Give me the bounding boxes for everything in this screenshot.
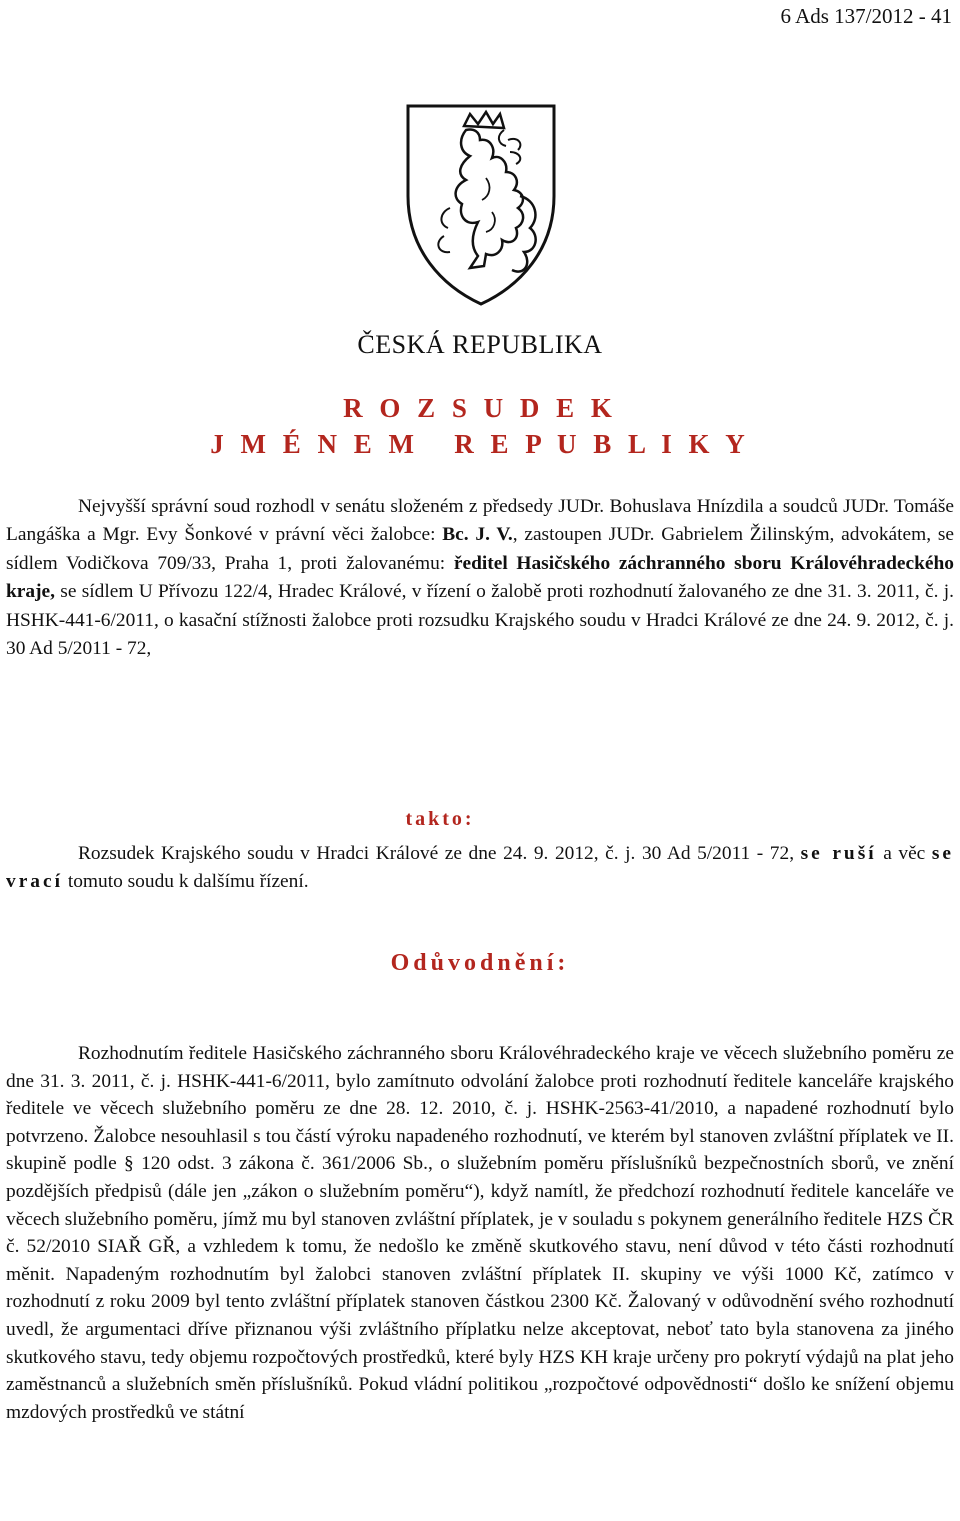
verdict-paragraph <box>6 840 954 897</box>
coat-of-arms-emblem <box>400 100 562 308</box>
intro-paragraph <box>6 493 954 663</box>
verdict-annulled: se ruší <box>800 843 877 864</box>
intro-text-1: Nejvyšší správní soud rozhodl v senátu složeném z předsedy JUDr. Bohuslava Hnízdila a soudců JUDr. Tomáše Langáška a Mgr. Evy Šonkové v právní věci žalobce: <box>6 496 954 546</box>
reasoning-paragraph: Rozhodnutím ředitele Hasičského záchranného sboru Královéhradeckého kraje ve věcech služebního poměru ze dne 31. 3. 2011, č. j. HSHK-441-6/2011, bylo zamítnuto odvolání žalobce proti rozhodnutí ředitele kanceláře krajského ředitele ve věcech služebního poměru ze dne 28. 12. 2010, č. j. HSHK-2563-41/2010, a napadené rozhodnutí bylo potvrzeno. Žalobce nesouhlasil s tou částí výroku napadeného rozhodnutí, ve kterém byl stanoven zvláštní příplatek ve II. skupině podle § 120 odst. 3 zákona č. 361/2006 Sb., o služebním poměru příslušníků bezpečnostních sborů, ve znění pozdějších předpisů (dále jen „zákon o služebním poměru“), když namítl, že předchozí rozhodnutí ředitele kanceláře ve věcech služebního poměru, jímž mu byl stanoven zvláštní příplatek, je v souladu s pokynem generálního ředitele HZS ČR č. 52/2010 SIAŘ GŘ, a vzhledem k tomu, že nedošlo ke změně skutkového stavu, není důvod v této části rozhodnutí měnit. Napadeným rozhodnutím byl žalobci stanoven zvláštní příplatek II. skupiny ve výši 1000 Kč, zatímco v rozhodnutí z roku 2009 byl tento zvláštní příplatek stanoven částkou 2300 Kč. Žalovaný v odůvodnění svého rozhodnutí uvedl, že argumentaci dříve přiznanou výši zvláštního příplatku nelze akceptovat, neboť tato byla stanovena za jiného skutkového stavu, tedy objemu rozpočtových prostředků, které byly HZS KH kraje určeny pro pokrytí výdajů na plat jeho zaměstnanců a služebních směn příslušníků. Pokud vládní politikou „rozpočtové odpovědnosti“ došlo ke snížení objemu mzdových prostředků ve státní <box>6 1043 954 1423</box>
defendant-name: ředitel Hasičského záchranného sboru Královéhradeckého kraje, <box>6 552 954 603</box>
reasoning-heading: Odůvodnění: <box>390 950 570 976</box>
file-reference: 6 Ads 137/2012 - 41 <box>780 4 952 28</box>
plaintiff-name: Bc. J. V. <box>442 524 513 546</box>
document-title: R O Z S U D E K <box>343 393 617 423</box>
intro-text-2: , zastoupen JUDr. Gabrielem Žilinským, advokátem, se sídlem Vodičkova 709/33, Praha 1, proti žalovanému: <box>6 524 954 574</box>
verdict-text-3: tomuto soudu k dalšímu řízení. <box>63 871 309 893</box>
intro-text-3: se sídlem U Přívozu 122/4, Hradec Králové, v řízení o žalobě proti rozhodnutí žalovaného ze dne 31. 3. 2011, č. j. HSHK-441-6/2011, o kasační stížnosti žalobce proti rozsudku Krajského soudu v Hradci Králové ze dne 24. 9. 2012, č. j. 30 Ad 5/2011 - 72, <box>6 581 954 660</box>
verdict-returned: se vrací <box>6 843 955 893</box>
verdict-text-1: Rozsudek Krajského soudu v Hradci Králové ze dne 24. 9. 2012, č. j. 30 Ad 5/2011 - 72, <box>78 843 801 864</box>
country-name: ČESKÁ REPUBLIKA <box>357 330 603 359</box>
verdict-text-2: a věc <box>876 843 932 864</box>
document-subtitle: J M É N E M R E P U B L I K Y <box>210 429 750 459</box>
czech-lion-icon <box>400 100 562 308</box>
takto-heading: takto: <box>405 808 475 830</box>
